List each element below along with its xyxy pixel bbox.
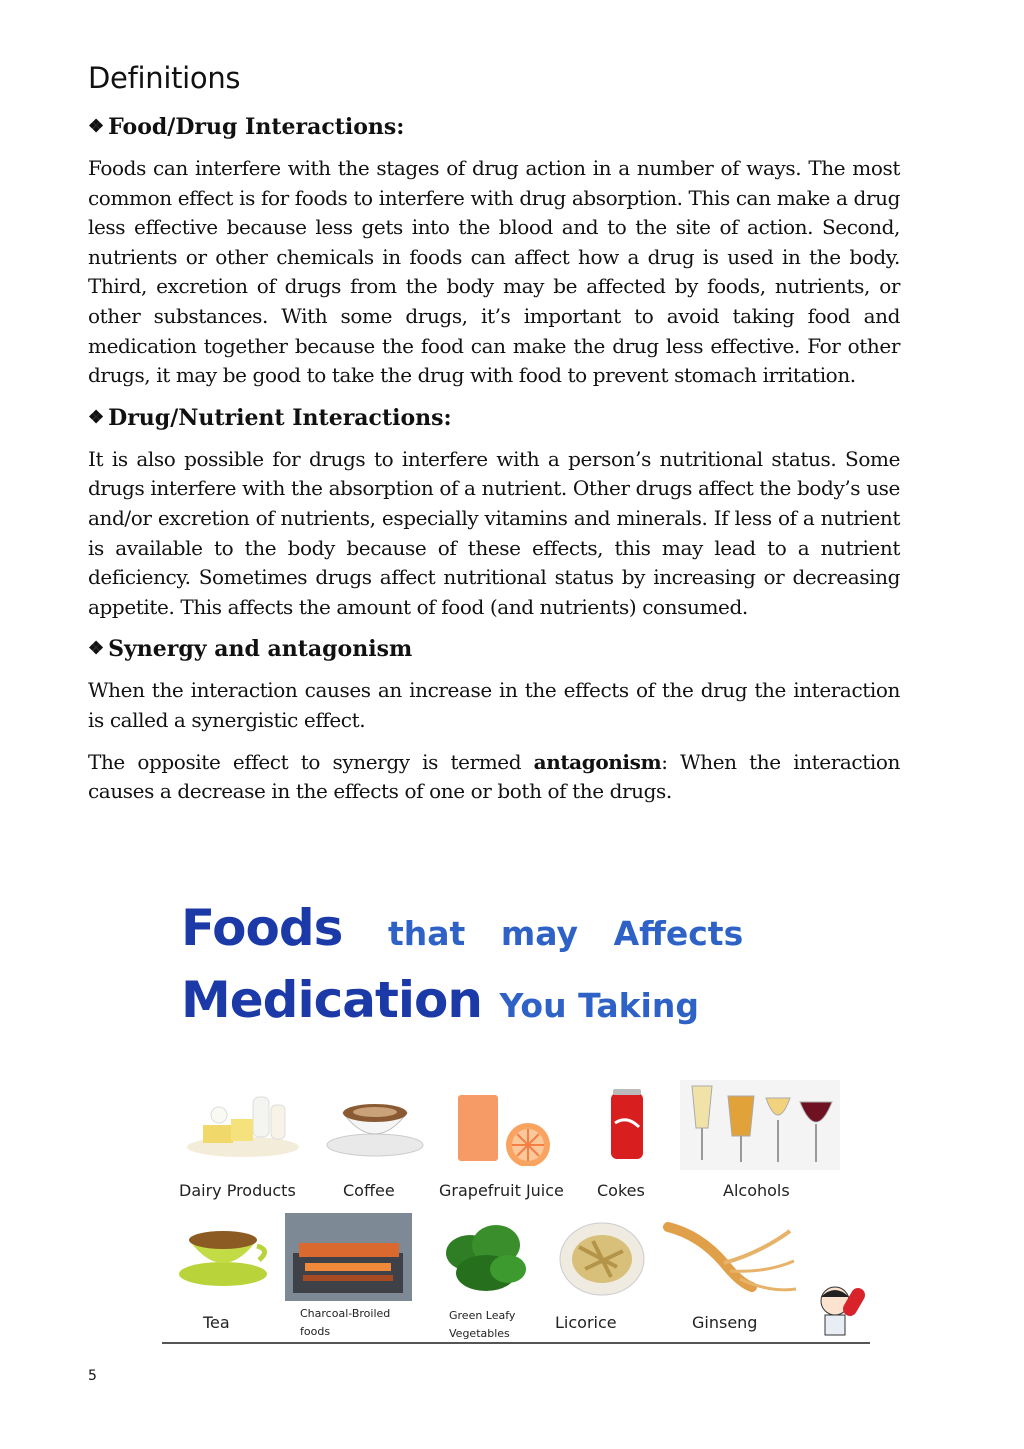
text-run: : When the interaction causes a decrease in the effects of one or both of the drugs.	[88, 749, 900, 804]
food-label: Vegetables	[449, 1327, 510, 1340]
diamond-bullet-icon: ❖	[88, 406, 105, 428]
bold-term: antagonism	[533, 749, 662, 774]
page-number: 5	[88, 1368, 97, 1384]
section-heading-text: Drug/Nutrient Interactions:	[108, 404, 452, 431]
food-label: Green Leafy	[449, 1309, 516, 1322]
food-label: Coffee	[343, 1181, 395, 1200]
food-label: Alcohols	[723, 1181, 790, 1200]
infographic-title-word: Medication	[181, 971, 482, 1029]
licorice-icon	[557, 1217, 647, 1297]
infographic-title-line-1	[181, 899, 743, 957]
coffee-icon	[325, 1093, 425, 1158]
section-heading	[88, 403, 900, 433]
document-page	[88, 56, 900, 819]
paragraph: It is also possible for drugs to interfere with a person’s nutritional status. Some drugs interfere with the absorption of a nutrient. Other drugs affect the body’s use and/or excretion of nutrients, especially vitamins and minerals. If less of a nutrient is available to the body because of these effects, this may lead to a nutrient deficiency. Sometimes drugs affect nutritional status by increasing or decreasing appetite. This affects the amount of food (and nutrients) consumed.	[88, 446, 900, 619]
food-label: Charcoal-Broiled	[300, 1307, 391, 1320]
infographic-title-word: may	[500, 914, 579, 953]
cola-can-icon	[605, 1087, 650, 1165]
section-heading-text: Food/Drug Interactions:	[108, 114, 405, 140]
infographic-title-word: You Taking	[499, 986, 699, 1025]
charcoal-grill-icon	[285, 1213, 412, 1301]
infographic-title-word: Affects	[613, 914, 744, 953]
diamond-bullet-icon: ❖	[88, 638, 105, 660]
alcohol-glasses-icon	[680, 1080, 840, 1170]
section-heading	[88, 634, 900, 664]
food-label: Grapefruit Juice	[439, 1181, 564, 1200]
grapefruit-juice-icon	[450, 1091, 560, 1166]
infographic-title-word: Foods	[181, 899, 343, 957]
tea-cup-icon	[177, 1220, 272, 1290]
food-label: Ginseng	[692, 1313, 758, 1332]
infographic-bottom-rule	[162, 1342, 870, 1344]
pharmacist-mascot-icon	[813, 1281, 869, 1343]
diamond-bullet-icon: ❖	[88, 116, 105, 137]
antagonism-paragraph	[88, 748, 900, 807]
section-drug-nutrient	[88, 403, 900, 623]
infographic-title-line-2	[181, 971, 699, 1029]
section-synergy	[88, 634, 900, 806]
section-food-drug	[88, 112, 900, 391]
food-label: Licorice	[555, 1313, 617, 1332]
food-label: foods	[300, 1325, 331, 1338]
paragraph: When the interaction causes an increase in the effects of the drug the interaction is called a synergistic effect.	[88, 678, 900, 732]
food-label: Tea	[203, 1313, 230, 1332]
section-heading-text: Synergy and antagonism	[108, 636, 413, 663]
page-title: Definitions	[88, 61, 241, 95]
food-label: Cokes	[597, 1181, 645, 1200]
food-label: Dairy Products	[179, 1181, 296, 1200]
ginseng-icon	[660, 1213, 800, 1301]
dairy-products-icon	[183, 1085, 303, 1160]
infographic-title-word: that	[387, 914, 466, 953]
paragraph: Foods can interfere with the stages of drug action in a number of ways. The most common effect is for foods to interfere with drug absorption. This can make a drug less effective because less gets into the blood and to the site of action. Second, nutrients or other chemicals in foods can affect how a drug is used in the body. Third, excretion of drugs from the body may be affected by foods, nutrients, or other substances. With some drugs, it’s important to avoid taking food and medication together because the food can make the drug less effective. For other drugs, it may be good to take the drug with food to prevent stomach irritation.	[88, 156, 900, 388]
green-leafy-vegetables-icon	[440, 1217, 530, 1297]
foods-infographic	[165, 895, 870, 1347]
text-run: The opposite effect to synergy is termed	[88, 749, 534, 774]
section-heading	[88, 112, 900, 142]
